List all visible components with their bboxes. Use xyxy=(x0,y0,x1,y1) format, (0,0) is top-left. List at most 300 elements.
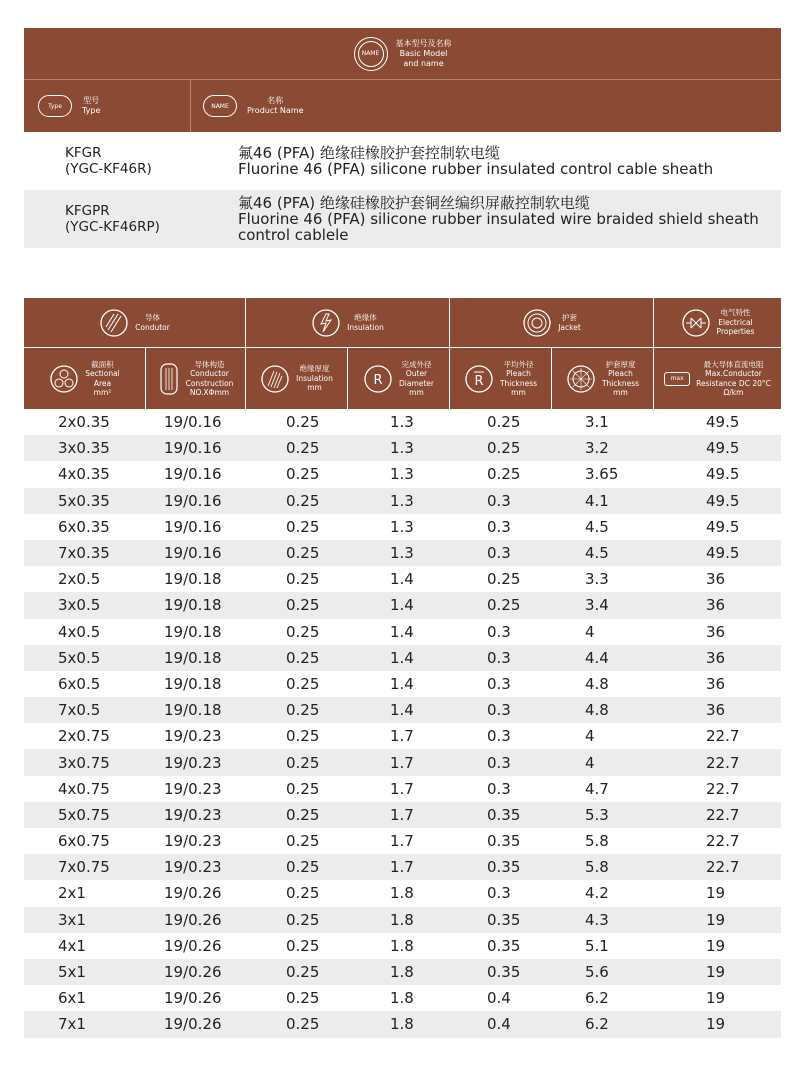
jacket-thickness-cell: 4 xyxy=(585,753,595,772)
braided-jacket-icon xyxy=(566,364,596,394)
max-resistance-cell: 36 xyxy=(706,622,726,641)
jacket-icon xyxy=(522,308,552,338)
table-row xyxy=(24,802,781,828)
outer-diameter-header xyxy=(348,348,450,409)
pleach-thickness-cell: 0.3 xyxy=(487,648,511,667)
construction-en-2: Construction xyxy=(185,378,234,388)
table-row xyxy=(24,723,781,749)
outer-diameter-cell: 1.3 xyxy=(390,465,414,484)
table-row xyxy=(24,907,781,933)
outer-diameter-cell: 1.8 xyxy=(390,936,414,955)
jacket-thickness-cell: 4.7 xyxy=(585,779,609,798)
pleach-thickness-cell: 0.35 xyxy=(487,832,521,851)
jacket-thickness-cell: 5.1 xyxy=(585,936,609,955)
jacket-thickness-cell: 4.4 xyxy=(585,648,609,667)
outer-diameter-cell: 1.4 xyxy=(390,596,414,615)
insulation-thickness-cell: 0.25 xyxy=(286,910,320,929)
construction-cell: 19/0.18 xyxy=(164,701,222,720)
insulation-icon xyxy=(311,308,341,338)
model-type-code: KFGPR xyxy=(65,203,110,219)
jacket-thickness-cell: 4 xyxy=(585,727,595,746)
pleach-thickness-cell: 0.3 xyxy=(487,622,511,641)
pleach-thickness-cell: 0.35 xyxy=(487,805,521,824)
outer-diameter-label xyxy=(399,360,434,398)
outer-diameter-cell: 1.7 xyxy=(390,858,414,877)
sectional-area-cell: 7x0.35 xyxy=(58,544,110,563)
max-resistance-cell: 19 xyxy=(706,910,726,929)
construction-cell: 19/0.26 xyxy=(164,936,222,955)
pleach-thickness-cell: 0.3 xyxy=(487,753,511,772)
construction-cell: 19/0.18 xyxy=(164,570,222,589)
table-row xyxy=(24,1011,781,1037)
area-cn: 截面积 xyxy=(91,359,114,369)
pleach-thickness-cell: 0.25 xyxy=(487,439,521,458)
insulation-thickness-cell: 0.25 xyxy=(286,413,320,432)
construction-cell: 19/0.18 xyxy=(164,622,222,641)
construction-unit: NO.XΦmm xyxy=(189,388,230,397)
construction-cell: 19/0.23 xyxy=(164,805,222,824)
insulation-thickness-cell: 0.25 xyxy=(286,884,320,903)
outer-diameter-cell: 1.3 xyxy=(390,413,414,432)
name-header-label xyxy=(247,96,304,116)
sectional-area-cell: 2x0.5 xyxy=(58,570,101,589)
table-row xyxy=(24,749,781,775)
table-row xyxy=(24,776,781,802)
jacket-thickness-header xyxy=(552,348,654,409)
model-type-alias: (YGC-KF46R) xyxy=(65,161,152,177)
jacket-group xyxy=(450,298,654,347)
model-type-alias: (YGC-KF46RP) xyxy=(65,219,160,235)
max-resistance-cell: 49.5 xyxy=(706,465,740,484)
electrical-en-2: Properties xyxy=(716,327,755,337)
pleach-thickness-cell: 0.35 xyxy=(487,963,521,982)
resistance-header xyxy=(654,348,781,409)
pleach-thickness-header xyxy=(450,348,552,409)
ins-thick-cn: 绝缘厚度 xyxy=(299,364,330,374)
insulation-thickness-cell: 0.25 xyxy=(286,858,320,877)
model-name-en: Fluorine 46 (PFA) silicone rubber insulated wire braided shield sheath xyxy=(238,210,759,228)
outer-diameter-cell: 1.3 xyxy=(390,517,414,536)
max-resistance-cell: 22.7 xyxy=(706,753,740,772)
sectional-area-cell: 3x0.35 xyxy=(58,439,110,458)
outer-diameter-cell: 1.7 xyxy=(390,779,414,798)
construction-en-1: Conductor xyxy=(190,369,229,378)
table-row xyxy=(24,854,781,880)
max-resistance-cell: 49.5 xyxy=(706,491,740,510)
insulation-thickness-cell: 0.25 xyxy=(286,989,320,1008)
radius-bar-glyph: R xyxy=(474,373,484,389)
sectional-area-cell: 4x0.75 xyxy=(58,779,110,798)
pleach-thickness-cell: 0.3 xyxy=(487,727,511,746)
pleach-thickness-cell: 0.35 xyxy=(487,910,521,929)
jacket-thick-cn: 护套厚度 xyxy=(605,359,636,369)
outer-diameter-cell: 1.4 xyxy=(390,622,414,641)
construction-label xyxy=(186,360,234,398)
jacket-thickness-cell: 3.65 xyxy=(585,465,619,484)
max-resistance-cell: 19 xyxy=(706,884,726,903)
electrical-group-label xyxy=(717,308,755,337)
construction-cell: 19/0.16 xyxy=(164,491,222,510)
sectional-area-cell: 6x0.5 xyxy=(58,674,101,693)
construction-cell: 19/0.23 xyxy=(164,753,222,772)
sectional-area-cell: 5x0.35 xyxy=(58,491,110,510)
insulation-thickness-cell: 0.25 xyxy=(286,465,320,484)
name-label-cn: 名称 xyxy=(267,96,284,105)
jacket-thickness-cell: 5.3 xyxy=(585,805,609,824)
jacket-thickness-cell: 5.8 xyxy=(585,858,609,877)
insulation-thickness-icon xyxy=(260,364,290,394)
model-name-en: Fluorine 46 (PFA) silicone rubber insulated control cable sheath xyxy=(238,160,714,178)
pleach-thickness-cell: 0.25 xyxy=(487,596,521,615)
jacket-thick-unit: mm xyxy=(613,388,628,397)
pleach-thickness-cell: 0.25 xyxy=(487,570,521,589)
outer-diameter-cell: 1.4 xyxy=(390,701,414,720)
area-en-2: Area xyxy=(93,378,112,388)
jacket-thickness-cell: 3.4 xyxy=(585,596,609,615)
max-resistance-cell: 49.5 xyxy=(706,413,740,432)
ins-thick-en: Insulation xyxy=(296,373,333,383)
radius-glyph: R xyxy=(373,372,383,388)
pleach-thickness-cell: 0.3 xyxy=(487,491,511,510)
spec-column-header xyxy=(24,347,781,409)
construction-cell: 19/0.18 xyxy=(164,596,222,615)
sectional-area-cell: 4x0.35 xyxy=(58,465,110,484)
max-resistance-cell: 49.5 xyxy=(706,517,740,536)
jacket-group-label xyxy=(558,313,581,332)
electrical-group xyxy=(654,298,781,347)
insulation-thickness-cell: 0.25 xyxy=(286,648,320,667)
jacket-thick-en-1: Pleach xyxy=(608,369,633,378)
model-row xyxy=(24,190,781,248)
table-row xyxy=(24,880,781,906)
sectional-area-cell: 3x1 xyxy=(58,910,86,929)
construction-cell: 19/0.23 xyxy=(164,858,222,877)
model-type xyxy=(24,203,191,235)
ins-thick-unit: mm xyxy=(307,383,322,393)
insulation-thickness-header xyxy=(246,348,348,409)
pleach-unit: mm xyxy=(511,388,526,397)
model-table-title xyxy=(396,39,452,69)
outer-en-1: Outer xyxy=(405,369,428,378)
outer-diameter-cell: 1.3 xyxy=(390,439,414,458)
sectional-area-cell: 6x0.35 xyxy=(58,517,110,536)
name-label-en: Product Name xyxy=(247,106,304,115)
outer-diameter-cell: 1.4 xyxy=(390,674,414,693)
sectional-area-cell: 7x1 xyxy=(58,1015,86,1034)
jacket-thickness-cell: 4.5 xyxy=(585,544,609,563)
res-unit: Ω/km xyxy=(723,388,744,397)
jacket-en: Jacket xyxy=(558,322,581,332)
construction-cell: 19/0.23 xyxy=(164,779,222,798)
insulation-thickness-cell: 0.25 xyxy=(286,805,320,824)
strand-icon xyxy=(158,362,180,396)
sectional-area-cell: 3x0.75 xyxy=(58,753,110,772)
max-resistance-cell: 36 xyxy=(706,701,726,720)
construction-cell: 19/0.26 xyxy=(164,989,222,1008)
outer-diameter-cell: 1.7 xyxy=(390,727,414,746)
insulation-group xyxy=(246,298,450,347)
jacket-thickness-cell: 3.1 xyxy=(585,413,609,432)
table-row xyxy=(24,828,781,854)
insulation-thickness-label xyxy=(296,364,333,393)
pleach-en-2: Thickness xyxy=(499,378,538,388)
sectional-area-cell: 2x0.75 xyxy=(58,727,110,746)
pleach-thickness-cell: 0.3 xyxy=(487,674,511,693)
table-row xyxy=(24,514,781,540)
max-resistance-cell: 22.7 xyxy=(706,727,740,746)
outer-diameter-cell: 1.7 xyxy=(390,805,414,824)
max-resistance-cell: 36 xyxy=(706,570,726,589)
max-resistance-cell: 19 xyxy=(706,936,726,955)
pleach-thickness-cell: 0.35 xyxy=(487,936,521,955)
sectional-area-cell: 4x0.5 xyxy=(58,622,101,641)
jacket-thickness-cell: 4.1 xyxy=(585,491,609,510)
insulation-thickness-cell: 0.25 xyxy=(286,963,320,982)
type-header-label xyxy=(82,96,100,116)
radius-bar-icon xyxy=(464,364,494,394)
pleach-thickness-cell: 0.3 xyxy=(487,517,511,536)
insulation-cn: 绝缘体 xyxy=(354,313,377,322)
table-row xyxy=(24,697,781,723)
type-column-header xyxy=(24,80,191,132)
table-row xyxy=(24,645,781,671)
insulation-thickness-cell: 0.25 xyxy=(286,491,320,510)
resistance-label xyxy=(696,360,771,398)
jacket-thickness-label xyxy=(602,360,639,398)
model-name-cn: 氟46 (PFA) 绝缘硅橡胶护套控制软电缆 xyxy=(238,144,500,162)
sectional-area-cell: 7x0.5 xyxy=(58,701,101,720)
insulation-thickness-cell: 0.25 xyxy=(286,517,320,536)
insulation-thickness-cell: 0.25 xyxy=(286,1015,320,1034)
radius-icon xyxy=(363,364,393,394)
construction-header xyxy=(146,348,246,409)
title-cn: 基本型号及名称 xyxy=(395,38,452,48)
model-type-code: KFGR xyxy=(65,145,102,161)
outer-diameter-cell: 1.8 xyxy=(390,884,414,903)
insulation-thickness-cell: 0.25 xyxy=(286,439,320,458)
max-resistance-cell: 49.5 xyxy=(706,544,740,563)
max-resistance-cell: 19 xyxy=(706,989,726,1008)
area-unit: mm² xyxy=(93,388,112,397)
name-badge-icon xyxy=(354,37,388,71)
title-en-2: and name xyxy=(403,58,444,68)
construction-cell: 19/0.16 xyxy=(164,413,222,432)
insulation-thickness-cell: 0.25 xyxy=(286,701,320,720)
insulation-thickness-cell: 0.25 xyxy=(286,622,320,641)
outer-diameter-cell: 1.3 xyxy=(390,544,414,563)
construction-cell: 19/0.16 xyxy=(164,465,222,484)
outer-diameter-cell: 1.4 xyxy=(390,648,414,667)
insulation-thickness-cell: 0.25 xyxy=(286,674,320,693)
construction-cell: 19/0.18 xyxy=(164,648,222,667)
outer-diameter-cell: 1.8 xyxy=(390,989,414,1008)
pleach-thickness-cell: 0.3 xyxy=(487,779,511,798)
construction-cell: 19/0.23 xyxy=(164,727,222,746)
model-table-title-bar xyxy=(24,28,781,80)
construction-cell: 19/0.26 xyxy=(164,1015,222,1034)
max-resistance-cell: 36 xyxy=(706,648,726,667)
table-row xyxy=(24,671,781,697)
jacket-thickness-cell: 4 xyxy=(585,622,595,641)
area-en-1: Sectional xyxy=(85,369,120,378)
sectional-area-label xyxy=(85,360,120,398)
three-core-icon xyxy=(49,364,79,394)
construction-cell: 19/0.26 xyxy=(164,910,222,929)
jacket-thick-en-2: Thickness xyxy=(601,378,640,388)
pleach-thickness-cell: 0.25 xyxy=(487,465,521,484)
pleach-thickness-cell: 0.4 xyxy=(487,989,511,1008)
max-resistance-cell: 36 xyxy=(706,674,726,693)
pleach-thickness-cell: 0.3 xyxy=(487,701,511,720)
table-row xyxy=(24,435,781,461)
insulation-thickness-cell: 0.25 xyxy=(286,832,320,851)
sectional-area-cell: 2x0.35 xyxy=(58,413,110,432)
construction-cell: 19/0.26 xyxy=(164,963,222,982)
sectional-area-cell: 6x1 xyxy=(58,989,86,1008)
conductor-en: Condutor xyxy=(135,322,170,332)
name-badge-text: NAME xyxy=(358,41,384,67)
jacket-thickness-cell: 6.2 xyxy=(585,1015,609,1034)
insulation-thickness-cell: 0.25 xyxy=(286,570,320,589)
jacket-thickness-cell: 5.8 xyxy=(585,832,609,851)
model-row xyxy=(24,132,781,190)
table-row xyxy=(24,461,781,487)
sectional-area-cell: 7x0.75 xyxy=(58,858,110,877)
model-table xyxy=(24,28,781,248)
jacket-thickness-cell: 3.3 xyxy=(585,570,609,589)
outer-diameter-cell: 1.8 xyxy=(390,963,414,982)
pleach-thickness-cell: 0.35 xyxy=(487,858,521,877)
construction-cell: 19/0.16 xyxy=(164,439,222,458)
outer-diameter-cell: 1.8 xyxy=(390,910,414,929)
insulation-thickness-cell: 0.25 xyxy=(286,596,320,615)
conductor-icon xyxy=(99,308,129,338)
insulation-group-label xyxy=(347,313,384,332)
construction-cell: 19/0.18 xyxy=(164,674,222,693)
max-badge-icon: max xyxy=(664,372,690,386)
construction-cn: 导体构造 xyxy=(194,359,225,369)
sectional-area-cell: 5x0.5 xyxy=(58,648,101,667)
jacket-thickness-cell: 4.3 xyxy=(585,910,609,929)
sectional-area-header xyxy=(24,348,146,409)
max-resistance-cell: 36 xyxy=(706,596,726,615)
electrical-icon xyxy=(681,308,711,338)
spec-group-header xyxy=(24,298,781,347)
outer-en-2: Diameter xyxy=(398,378,434,388)
insulation-thickness-cell: 0.25 xyxy=(286,753,320,772)
pleach-thickness-cell: 0.3 xyxy=(487,884,511,903)
outer-cn: 完成外径 xyxy=(401,359,432,369)
spec-table xyxy=(24,298,781,1038)
res-en-2: Resistance DC 20°C xyxy=(696,378,771,388)
jacket-thickness-cell: 4.2 xyxy=(585,884,609,903)
sectional-area-cell: 6x0.75 xyxy=(58,832,110,851)
pleach-en-1: Pleach xyxy=(506,369,531,378)
table-row xyxy=(24,619,781,645)
table-row xyxy=(24,540,781,566)
conductor-group-label xyxy=(135,313,170,332)
jacket-thickness-cell: 6.2 xyxy=(585,989,609,1008)
type-label-en: Type xyxy=(82,106,101,115)
outer-diameter-cell: 1.7 xyxy=(390,753,414,772)
name-badge-small-icon: NAME xyxy=(203,95,237,117)
outer-diameter-cell: 1.4 xyxy=(390,570,414,589)
construction-cell: 19/0.16 xyxy=(164,544,222,563)
max-resistance-cell: 22.7 xyxy=(706,779,740,798)
conductor-group xyxy=(24,298,246,347)
jacket-thickness-cell: 5.6 xyxy=(585,963,609,982)
model-name xyxy=(191,195,781,243)
pleach-thickness-cell: 0.4 xyxy=(487,1015,511,1034)
outer-diameter-cell: 1.3 xyxy=(390,491,414,510)
construction-cell: 19/0.23 xyxy=(164,832,222,851)
insulation-thickness-cell: 0.25 xyxy=(286,779,320,798)
model-name xyxy=(191,145,781,177)
max-resistance-cell: 19 xyxy=(706,963,726,982)
outer-diameter-cell: 1.8 xyxy=(390,1015,414,1034)
table-row xyxy=(24,566,781,592)
sectional-area-cell: 2x1 xyxy=(58,884,86,903)
table-row xyxy=(24,409,781,435)
title-en-1: Basic Model xyxy=(399,48,448,58)
insulation-thickness-cell: 0.25 xyxy=(286,544,320,563)
res-cn: 最大导体直流电阻 xyxy=(703,359,764,369)
jacket-cn: 护套 xyxy=(562,313,577,322)
sectional-area-cell: 5x1 xyxy=(58,963,86,982)
sectional-area-cell: 3x0.5 xyxy=(58,596,101,615)
insulation-en: Insulation xyxy=(347,322,384,332)
table-row xyxy=(24,488,781,514)
sectional-area-cell: 5x0.75 xyxy=(58,805,110,824)
electrical-cn: 电气特性 xyxy=(720,308,751,318)
model-table-column-header xyxy=(24,80,781,132)
table-row xyxy=(24,933,781,959)
jacket-thickness-cell: 4.8 xyxy=(585,674,609,693)
table-row xyxy=(24,985,781,1011)
max-resistance-cell: 19 xyxy=(706,1015,726,1034)
insulation-thickness-cell: 0.25 xyxy=(286,727,320,746)
construction-cell: 19/0.26 xyxy=(164,884,222,903)
pleach-thickness-cell: 0.3 xyxy=(487,544,511,563)
type-badge-icon: Type xyxy=(38,95,72,117)
pleach-cn: 平均外径 xyxy=(503,359,534,369)
spec-table-body xyxy=(24,409,781,1038)
name-column-header xyxy=(191,80,781,132)
jacket-thickness-cell: 4.5 xyxy=(585,517,609,536)
model-name-en-2: control cablele xyxy=(238,226,349,244)
pleach-thickness-cell: 0.25 xyxy=(487,413,521,432)
max-resistance-cell: 49.5 xyxy=(706,439,740,458)
jacket-thickness-cell: 3.2 xyxy=(585,439,609,458)
electrical-en-1: Electrical xyxy=(718,317,753,327)
res-en-1: Max.Conductor xyxy=(705,369,762,378)
sectional-area-cell: 4x1 xyxy=(58,936,86,955)
outer-diameter-cell: 1.7 xyxy=(390,832,414,851)
type-label-cn: 型号 xyxy=(83,96,100,105)
max-resistance-cell: 22.7 xyxy=(706,805,740,824)
jacket-thickness-cell: 4.8 xyxy=(585,701,609,720)
outer-unit: mm xyxy=(409,388,424,397)
model-name-cn: 氟46 (PFA) 绝缘硅橡胶护套铜丝编织屏蔽控制软电缆 xyxy=(238,194,590,212)
max-resistance-cell: 22.7 xyxy=(706,858,740,877)
table-row xyxy=(24,959,781,985)
max-resistance-cell: 22.7 xyxy=(706,832,740,851)
model-type xyxy=(24,145,191,177)
pleach-thickness-label xyxy=(500,360,537,398)
insulation-thickness-cell: 0.25 xyxy=(286,936,320,955)
table-row xyxy=(24,592,781,618)
construction-cell: 19/0.16 xyxy=(164,517,222,536)
